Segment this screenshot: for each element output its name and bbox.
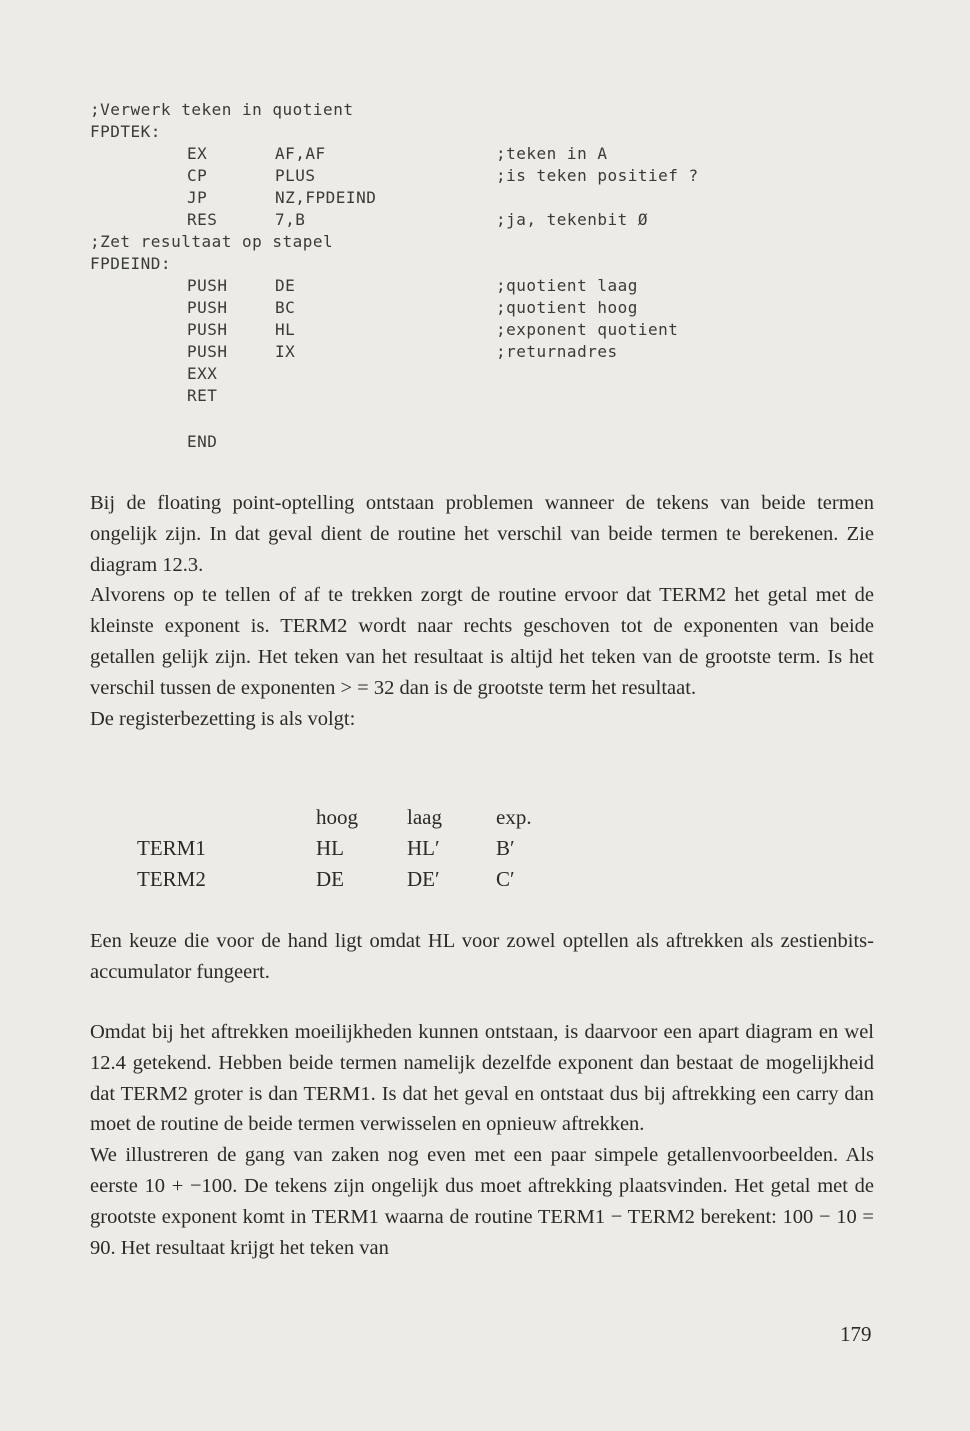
table-header-cell: exp. [496, 805, 532, 829]
code-operand: AF,AF [275, 144, 326, 163]
paragraph: Omdat bij het aftrekken moeilijkheden kunnen ontstaan, is daarvoor een apart diagram en wel 12.4 getekend. Hebben beide termen namelijk dezelfde exponent dan bestaat de mogelijkheid dat TERM2 groter is dan TERM1. Is dat het geval en ontstaat dus bij aftrekking een carry dan moet de routine de beide termen verwisselen en opnieuw aftrekken. [90, 1021, 874, 1136]
code-line [0, 432, 970, 454]
code-comment: ;is teken positief ? [496, 166, 699, 185]
code-line [0, 342, 970, 364]
page-number: 179 [840, 1322, 872, 1346]
code-line [0, 210, 970, 232]
code-opcode: PUSH [187, 298, 228, 317]
code-line [0, 276, 970, 298]
code-opcode: EXX [187, 364, 218, 383]
table-cell: HL′ [407, 836, 440, 860]
code-opcode: RES [187, 210, 218, 229]
paragraph: Alvorens op te tellen of af te trekken zorgt de routine ervoor dat TERM2 het getal met de kleinste exponent is. TERM2 wordt naar rechts geschoven tot de exponenten van beide getallen gelijk zijn. Het teken van het resultaat is altijd het teken van de grootste term. Is het verschil tussen de exponenten > = 32 dan is de grootste term het resultaat. [90, 584, 874, 699]
table-row [0, 836, 970, 866]
code-line [0, 320, 970, 342]
code-label: FPDTEK: [90, 122, 161, 141]
code-operand: PLUS [275, 166, 316, 185]
code-comment: ;quotient laag [496, 276, 638, 295]
prose-block-3 [90, 1017, 874, 1263]
code-opcode: PUSH [187, 320, 228, 339]
code-label: ;Zet resultaat op stapel [90, 232, 334, 251]
table-row [0, 867, 970, 897]
table-cell: TERM2 [137, 867, 206, 891]
code-line [0, 254, 970, 276]
code-operand: 7,B [275, 210, 306, 229]
paragraph: We illustreren de gang van zaken nog even met een paar simpele getallenvoorbeelden. Als eerste 10 + −100. De tekens zijn ongelijk dus moet aftrekking plaatsvinden. Het getal met de grootste exponent komt in TERM1 waarna de routine TERM1 − TERM2 berekent: 100 − 10 = 90. Het resultaat krijgt het teken van [90, 1144, 874, 1259]
code-comment: ;exponent quotient [496, 320, 679, 339]
prose-block-1 [90, 488, 874, 734]
code-operand: HL [275, 320, 296, 339]
code-operand: IX [275, 342, 296, 361]
code-opcode: PUSH [187, 342, 228, 361]
table-cell: TERM1 [137, 836, 206, 860]
code-operand: DE [275, 276, 296, 295]
code-comment: ;ja, tekenbit Ø [496, 210, 648, 229]
table-header-cell: laag [407, 805, 442, 829]
paragraph: Bij de floating point-optelling ontstaan problemen wanneer de tekens van beide termen ongelijk zijn. In dat geval dient de routine het verschil van beide termen te berekenen. Zie diagram 12.3. [90, 492, 874, 576]
code-line [0, 232, 970, 254]
code-line [0, 166, 970, 188]
prose-block-2 [90, 926, 874, 988]
code-opcode: EX [187, 144, 208, 163]
code-label: ;Verwerk teken in quotient [90, 100, 354, 119]
code-operand: NZ,FPDEIND [275, 188, 377, 207]
code-line [0, 386, 970, 408]
code-opcode: END [187, 432, 218, 451]
paragraph: De registerbezetting is als volgt: [90, 707, 356, 730]
table-cell: B′ [496, 836, 515, 860]
table-header-cell: hoog [316, 805, 358, 829]
table-cell: DE′ [407, 867, 440, 891]
code-operand: BC [275, 298, 296, 317]
code-comment: ;teken in A [496, 144, 608, 163]
code-comment: ;quotient hoog [496, 298, 638, 317]
code-line [0, 364, 970, 386]
code-line [0, 298, 970, 320]
paragraph: Een keuze die voor de hand ligt omdat HL voor zowel optellen als aftrekken als zestienbits-accumulator fungeert. [90, 930, 874, 983]
code-opcode: JP [187, 188, 208, 207]
code-line [0, 122, 970, 144]
code-opcode: RET [187, 386, 218, 405]
table-cell: DE [316, 867, 344, 891]
table-cell: C′ [496, 867, 515, 891]
code-opcode: CP [187, 166, 208, 185]
code-comment: ;returnadres [496, 342, 618, 361]
code-line [0, 188, 970, 210]
table-cell: HL [316, 836, 344, 860]
table-header-row [0, 805, 970, 835]
code-line [0, 100, 970, 122]
code-opcode: PUSH [187, 276, 228, 295]
code-label: FPDEIND: [90, 254, 172, 273]
code-line [0, 144, 970, 166]
